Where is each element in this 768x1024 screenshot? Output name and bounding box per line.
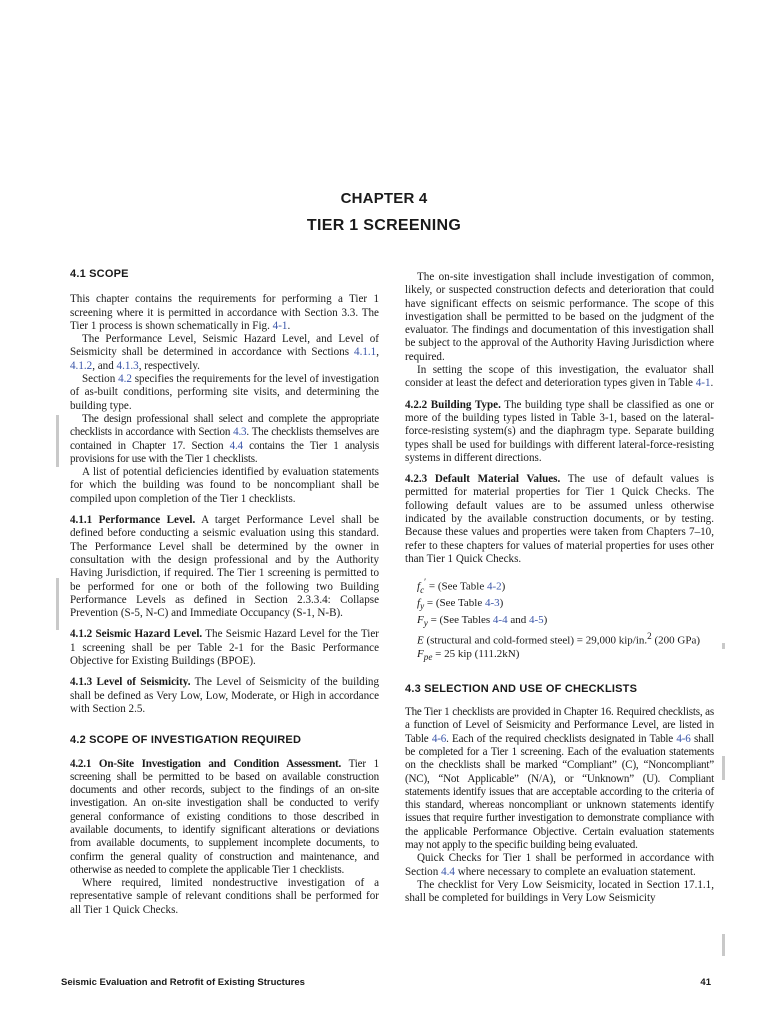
change-bar xyxy=(56,415,59,467)
cross-reference-link[interactable]: 4.3 xyxy=(233,426,247,439)
subsection-4-1-3: 4.1.3 Level of Seismicity. The Level of Seismicity of the building shall be defined as Very Low, Low, Moderate, or High in accordance with Section 2.5. xyxy=(70,676,379,715)
subsection-4-1-2: 4.1.2 Seismic Hazard Level. The Seismic Hazard Level for the Tier 1 screening shall be per Table 2-1 for the Basic Performance Objective for Existing Buildings (BPOE). xyxy=(70,628,379,668)
cross-reference-link[interactable]: 4-5 xyxy=(528,613,544,626)
formula-Fpe: $F_{pe} = 25$ kip (111.2kN) xyxy=(417,648,520,663)
cross-reference-link[interactable]: 4-1 xyxy=(272,319,288,332)
cross-reference-link[interactable]: 4-1 xyxy=(695,377,711,390)
chapter-number: CHAPTER 4 xyxy=(340,190,428,207)
formula-fc: $f_c' = (See$ Table 4-2) xyxy=(417,577,506,596)
paragraph: Where required, limited nondestructive investigation of a representative sample of relevant conditions shall be performed for all Tier 1 Quick Checks. xyxy=(70,877,379,916)
paragraph: The Performance Level, Seismic Hazard Level, and Level of Seismicity shall be determined in accordance with Sections 4.1.1, 4.1.2, and 4.1.3, respectively. xyxy=(70,333,379,372)
paragraph: The design professional shall select and complete the appropriate checklists in accordance with Section 4.3. The checklists themselves are contained in Chapter 17. Section 4.4 contains the Tier 1 analysis provisions for use with the Tier 1 checklists. xyxy=(70,412,380,465)
subsection-heading: 4.1.1 Performance Level. xyxy=(70,514,196,527)
chapter-heading xyxy=(0,190,768,235)
section-heading-4-2: 4.2 SCOPE OF INVESTIGATION REQUIRED xyxy=(70,734,302,747)
section-heading-4-3: 4.3 SELECTION AND USE OF CHECKLISTS xyxy=(405,682,638,695)
cross-reference-link[interactable]: 4.2 xyxy=(118,373,132,386)
paragraph: The on-site investigation shall include investigation of common, likely, or suspected construction defects and deterioration that could have significant effects on seismic performance. The scope of this investigation shall be permitted to be based on the judgment of the evaluator. The findings and documentation of this investigation shall be subject to the approval of the Authority Having Jurisdiction where required. xyxy=(405,271,714,363)
paragraph: The Tier 1 checklists are provided in Chapter 16. Required checklists, as a function of Level of Seismicity and Performance Level, are listed in Table 4-6. Each of the required checklists designated in Table 4-6 shall be completed for a Tier 1 screening. Each of the evaluation statements on the checklists shall be marked “Compliant” (C), “Noncompliant” (NC), “Not Applicable” (N/A), or “Unknown” (U). Compliant statements identify issues that are acceptable according to the criteria of this standard, whereas noncompliant or unknown statements identify issues that require further investigation to demonstrate compliance with the applicable Performance Objective. Certain evaluation statements may not apply to the specific building being evaluated. xyxy=(405,706,714,852)
formula-E: E (structural and cold-formed steel) = 29,000 kip/in.$^2$ (200 GPa) xyxy=(417,631,700,647)
subsection-heading: 4.2.1 On-Site Investigation and Condition Assessment. xyxy=(70,757,342,770)
section-heading-4-1: 4.1 SCOPE xyxy=(70,268,129,280)
default-values-list xyxy=(405,576,714,665)
change-bar xyxy=(56,578,59,630)
page-footer xyxy=(61,977,711,988)
subsection-4-1-1: 4.1.1 Performance Level. A target Performance Level shall be defined before conducting a seismic evaluation using this standard. The Performance Level shall be determined by the owner in consultation with the design professional and by the Authority Having Jurisdiction, if required. The Tier 1 screening is permitted to be performed for one or both of the following two Building Performance Levels as defined in Section 2.3.3.4: Collapse Prevention (S-5, N-C) and Immediate Occupancy (S-1, N-B). xyxy=(70,514,379,620)
cross-reference-link[interactable]: 4-4 xyxy=(492,613,508,626)
paragraph: Section 4.2 specifies the requirements for the level of investigation of as-built conditions, performing site visits, and determining the building type. xyxy=(70,373,380,412)
footer-title: Seismic Evaluation and Retrofit of Existing Structures xyxy=(61,977,305,988)
cross-reference-link[interactable]: 4.1.1 xyxy=(354,346,377,359)
change-bar xyxy=(722,934,725,956)
paragraph: The checklist for Very Low Seismicity, located in Section 17.1.1, shall be completed for buildings in Very Low Seismicity xyxy=(405,878,714,905)
cross-reference-link[interactable]: 4-2 xyxy=(486,580,502,593)
cross-reference-link[interactable]: 4.4 xyxy=(229,439,243,452)
subsection-4-2-1: 4.2.1 On-Site Investigation and Condition Assessment. Tier 1 screening shall be permitted to be based on available construction documents and other records, subject to the findings of an on-site investigation. An on-site investigation shall be conducted to verify general conformance of existing conditions to those described in available documents, to identify significant alterations or deviations from available documents, to supplement incomplete documents, to confirm the general quality of construction and maintenance, and otherwise as needed to complete the applicable Tier 1 checklists. xyxy=(70,757,379,876)
formula-Fy: $F_y = (See$ Tables 4-4 and 4-5) xyxy=(417,613,548,629)
subsection-heading: 4.2.3 Default Material Values. xyxy=(405,473,561,486)
cross-reference-link[interactable]: 4.1.3 xyxy=(116,359,139,372)
paragraph: In setting the scope of this investigation, the evaluator shall consider at least the defect and deterioration types given in Table 4-1. xyxy=(405,364,714,390)
cross-reference-link[interactable]: 4-6 xyxy=(676,732,691,745)
cross-reference-link[interactable]: 4-6 xyxy=(431,732,447,745)
subsection-4-2-3: 4.2.3 Default Material Values. The use of default values is permitted for material properties for Tier 1 Quick Checks. The following default values are to be assumed unless otherwise indicated by the available construction documents, or by testing. Because these values and properties were taken from Chapters 7–10, refer to these chapters for values of material properties for uses other than Tier 1 Quick Checks. xyxy=(405,473,714,565)
cross-reference-link[interactable]: 4.1.2 xyxy=(70,359,93,372)
subsection-heading: 4.2.2 Building Type. xyxy=(405,398,501,411)
subsection-heading: 4.1.2 Seismic Hazard Level. xyxy=(70,628,203,641)
formula-fy: $f_y = (See$ Table 4-3) xyxy=(417,597,504,612)
page-number: 41 xyxy=(700,977,711,988)
paragraph: This chapter contains the requirements for performing a Tier 1 screening where it is permitted in accordance with Section 3.3. The Tier 1 process is shown schematically in Fig. 4-1. xyxy=(70,293,379,332)
cross-reference-link[interactable]: 4.4 xyxy=(441,865,455,878)
change-marker xyxy=(722,643,725,649)
right-column xyxy=(405,271,714,906)
left-column xyxy=(70,268,379,917)
change-bar xyxy=(722,756,725,780)
paragraph: A list of potential deficiencies identified by evaluation statements for which the building was found to be noncompliant shall be compiled upon completion of the Tier 1 checklists. xyxy=(70,466,379,505)
subsection-heading: 4.1.3 Level of Seismicity. xyxy=(70,676,191,689)
subsection-4-2-2: 4.2.2 Building Type. The building type shall be classified as one or more of the building types listed in Table 3-1, based on the lateral-force-resisting system(s) and the diaphragm type. Separate building types shall be used for buildings with different lateral-force-resisting systems in different directions. xyxy=(405,398,714,464)
cross-reference-link[interactable]: 4-3 xyxy=(484,597,500,610)
chapter-title: TIER 1 SCREENING xyxy=(306,217,462,234)
paragraph: Quick Checks for Tier 1 shall be performed in accordance with Section 4.4 where necessary to complete an evaluation statement. xyxy=(405,852,714,878)
